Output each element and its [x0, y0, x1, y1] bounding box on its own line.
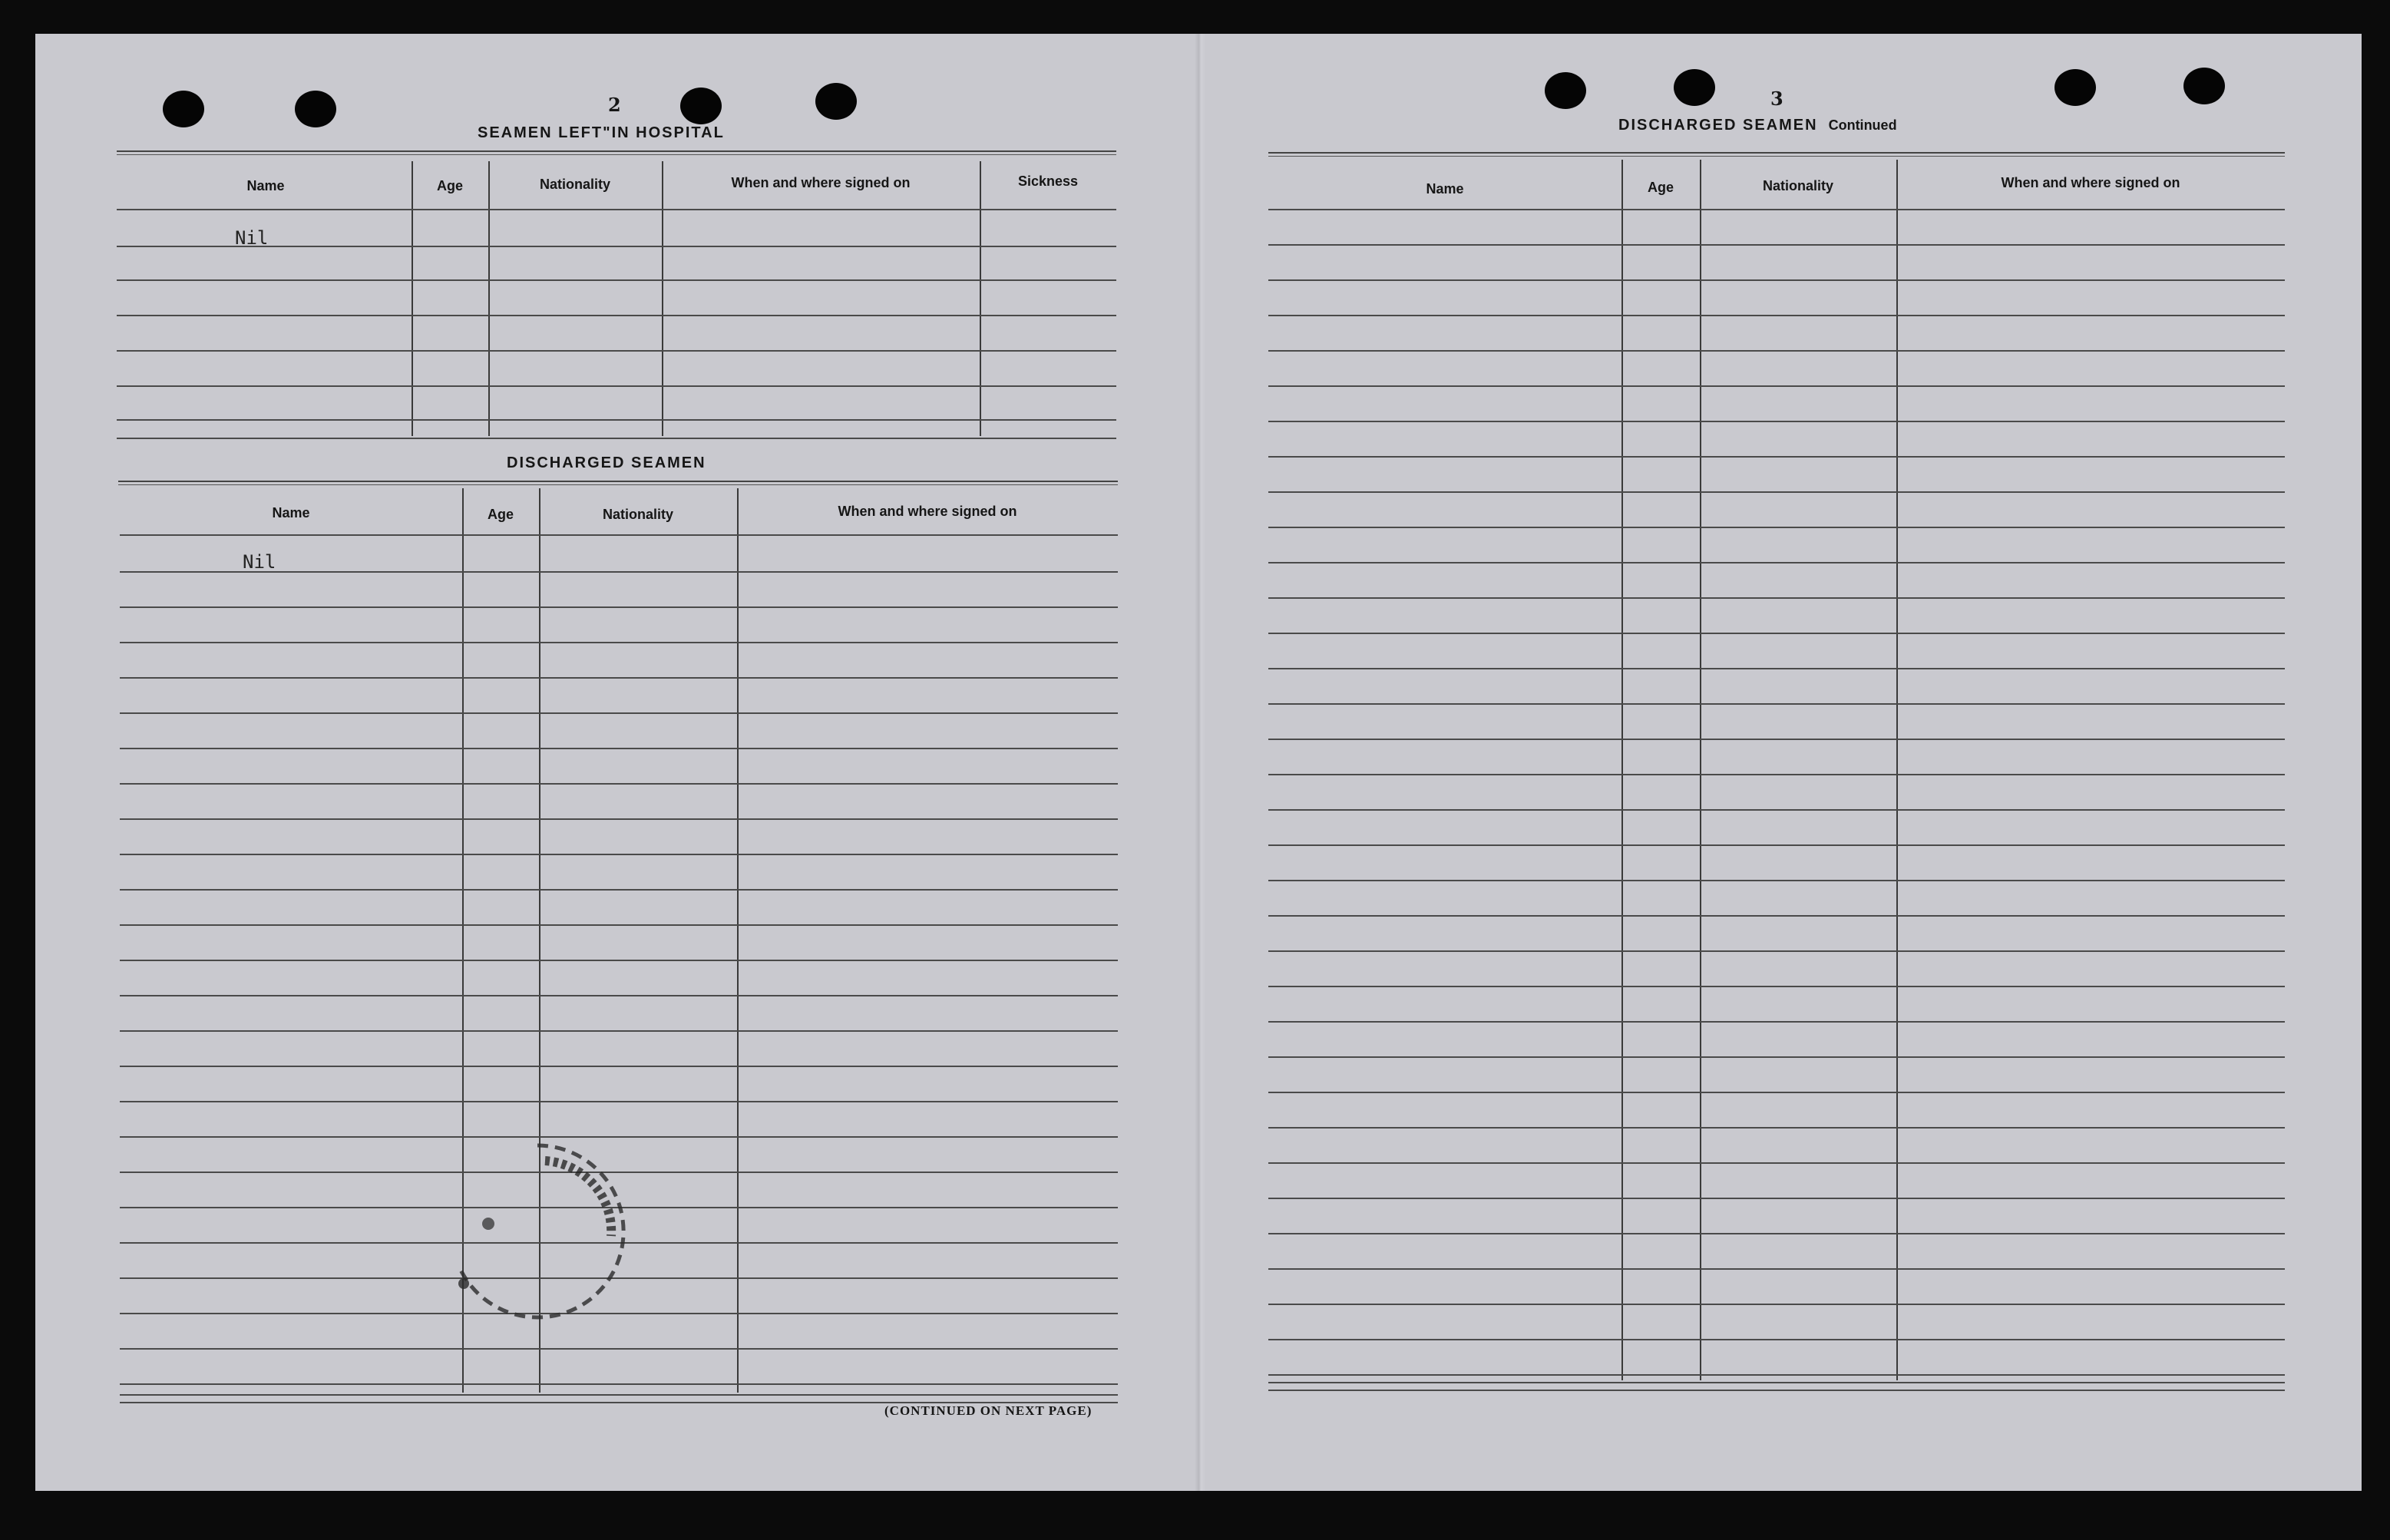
- column-header-sickness: Sickness: [1017, 173, 1079, 189]
- row-rule: [1268, 844, 2285, 846]
- row-rule: [1268, 527, 2285, 528]
- row-rule: [1268, 1127, 2285, 1129]
- column-header-signed-on: When and where signed on: [2001, 175, 2180, 190]
- column-header-name: Name: [246, 178, 285, 193]
- section-title-text: DISCHARGED SEAMEN: [1618, 117, 1818, 134]
- punch-hole: [163, 91, 204, 127]
- continued-footer: (CONTINUED ON NEXT PAGE): [884, 1403, 1093, 1418]
- row-rule: [1268, 244, 2285, 246]
- header-rule: [120, 534, 1118, 536]
- row-rule: [117, 350, 1116, 352]
- hospital-section-title: SEAMEN LEFT"IN HOSPITAL: [478, 124, 725, 141]
- row-rule: [1268, 421, 2285, 422]
- row-rule: [1268, 1092, 2285, 1093]
- row-rule: [1268, 385, 2285, 387]
- row-rule: [117, 315, 1116, 316]
- table-top-rule: [117, 150, 1116, 155]
- row-rule: [120, 960, 1118, 961]
- column-header-signed-on: When and where signed on: [731, 175, 911, 190]
- row-rule: [120, 854, 1118, 855]
- row-rule: [120, 995, 1118, 996]
- row-rule: [1268, 668, 2285, 669]
- discharged-continued-title: [1618, 117, 1897, 134]
- table-bottom-rule: [120, 1394, 1118, 1396]
- row-rule: [120, 1030, 1118, 1032]
- row-rule: [1268, 880, 2285, 881]
- row-rule: [1268, 1268, 2285, 1270]
- row-rule: [1268, 1233, 2285, 1234]
- row-rule: [120, 677, 1118, 679]
- row-rule: [1268, 1162, 2285, 1164]
- row-rule: [117, 279, 1116, 281]
- row-rule: [1268, 809, 2285, 811]
- column-header-age: Age: [1647, 180, 1674, 195]
- rubber-stamp: [430, 1121, 645, 1336]
- row-rule: [1268, 774, 2285, 775]
- table-bottom-rule: [1268, 1390, 2285, 1391]
- row-rule: [120, 1348, 1118, 1350]
- row-rule: [120, 924, 1118, 926]
- page-fold: [1195, 34, 1205, 1491]
- page-number: 2: [608, 94, 621, 116]
- row-rule: [120, 818, 1118, 820]
- row-rule: [1268, 1198, 2285, 1199]
- row-rule: [120, 783, 1118, 785]
- row-rule: [120, 712, 1118, 714]
- row-rule: [1268, 1374, 2285, 1376]
- column-divider: [662, 161, 663, 436]
- column-header-age: Age: [487, 507, 514, 522]
- column-header-nationality: Nationality: [602, 507, 673, 522]
- row-rule: [120, 1383, 1118, 1385]
- row-rule: [1268, 597, 2285, 599]
- column-divider: [737, 488, 739, 1393]
- table-bottom-rule: [117, 438, 1116, 439]
- column-divider: [980, 161, 981, 436]
- column-header-name: Name: [272, 505, 310, 520]
- punch-hole: [2054, 69, 2096, 106]
- column-header-nationality: Nationality: [1762, 178, 1833, 193]
- row-rule: [1268, 315, 2285, 316]
- punch-hole: [295, 91, 336, 127]
- punch-hole: [2183, 68, 2225, 104]
- row-rule: [120, 642, 1118, 643]
- row-rule: [1268, 1339, 2285, 1340]
- row-rule: [1268, 950, 2285, 952]
- row-rule: [1268, 491, 2285, 493]
- section-title-suffix: Continued: [1828, 117, 1897, 133]
- row-rule: [1268, 279, 2285, 281]
- header-rule: [117, 209, 1116, 210]
- row-rule: [1268, 703, 2285, 705]
- row-rule: [1268, 1304, 2285, 1305]
- discharged-section-title: DISCHARGED SEAMEN: [507, 454, 706, 471]
- row-rule: [1268, 562, 2285, 563]
- row-rule: [120, 889, 1118, 891]
- row-rule: [1268, 456, 2285, 458]
- table-top-rule: [1268, 152, 2285, 157]
- row-rule: [1268, 1056, 2285, 1058]
- row-rule: [120, 1066, 1118, 1067]
- row-rule: [1268, 1021, 2285, 1023]
- table-bottom-rule: [1268, 1382, 2285, 1383]
- row-rule: [117, 419, 1116, 421]
- table-top-rule: [118, 481, 1118, 485]
- row-rule: [120, 606, 1118, 608]
- row-rule: [120, 748, 1118, 749]
- column-header-signed-on: When and where signed on: [838, 504, 1017, 519]
- column-divider: [488, 161, 490, 436]
- row-rule: [1268, 633, 2285, 634]
- punch-hole: [1674, 69, 1715, 106]
- header-rule: [1268, 209, 2285, 210]
- row-rule: [117, 385, 1116, 387]
- column-header-nationality: Nationality: [539, 177, 610, 192]
- punch-hole: [1545, 72, 1586, 109]
- punch-hole: [680, 88, 722, 124]
- column-header-name: Name: [1426, 181, 1464, 197]
- row-rule: [120, 1101, 1118, 1102]
- table-row-name: Nil: [235, 227, 269, 249]
- row-rule: [1268, 739, 2285, 740]
- punch-hole: [815, 83, 857, 120]
- table-row-name: Nil: [243, 551, 276, 573]
- row-rule: [1268, 915, 2285, 917]
- column-header-age: Age: [436, 178, 463, 193]
- column-divider: [412, 161, 413, 436]
- row-rule: [1268, 986, 2285, 987]
- row-rule: [1268, 350, 2285, 352]
- page-number: 3: [1770, 88, 1783, 110]
